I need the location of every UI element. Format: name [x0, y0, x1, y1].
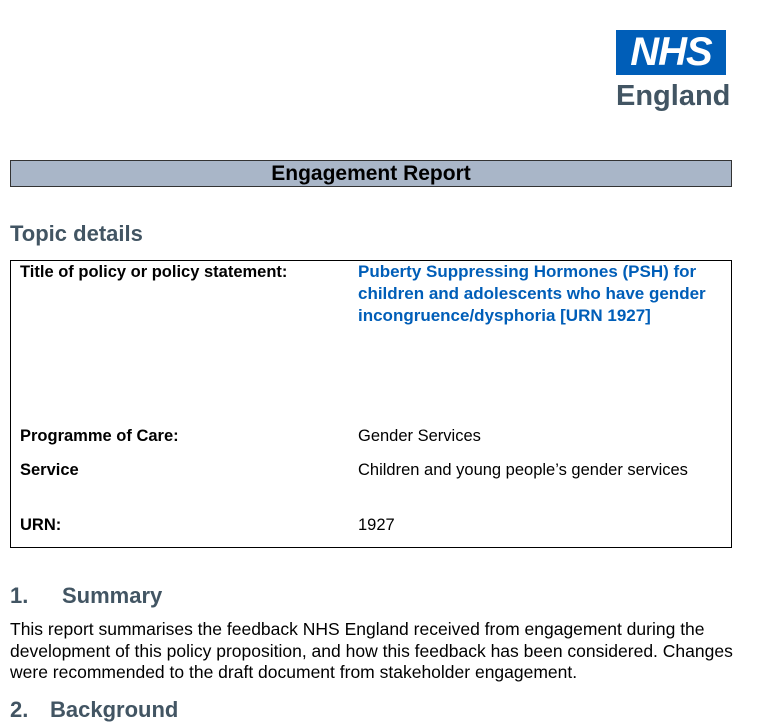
summary-heading	[10, 583, 162, 609]
summary-paragraph: This report summarises the feedback NHS England received from engagement during the development of this policy proposition, and how this feedback has been considered. Changes were recommended to the draft document from stakeholder engagement.	[10, 619, 733, 682]
nhs-england-logo	[616, 30, 731, 113]
urn-label: URN:	[20, 516, 62, 534]
policy-title-label: Title of policy or policy statement:	[20, 263, 288, 281]
summary-title: Summary	[62, 583, 163, 608]
service-value: Children and young people’s gender services	[358, 461, 688, 479]
urn-value: 1927	[358, 516, 395, 534]
programme-label: Programme of Care:	[20, 427, 179, 445]
policy-title-value: Puberty Suppressing Hormones (PSH) for children and adolescents who have gender incongruence/dysphoria [URN 1927]	[358, 262, 706, 325]
logo-region-text: England	[616, 80, 731, 112]
report-banner: Engagement Report	[10, 160, 732, 187]
summary-number: 1.	[10, 583, 29, 608]
topic-details-heading: Topic details	[10, 221, 143, 246]
background-title: Background	[50, 697, 179, 722]
background-heading	[10, 697, 178, 723]
service-label: Service	[20, 461, 79, 479]
background-number: 2.	[10, 697, 29, 722]
programme-value: Gender Services	[358, 427, 481, 445]
nhs-logo-box: NHS	[616, 30, 726, 75]
topic-details-table	[10, 260, 732, 548]
